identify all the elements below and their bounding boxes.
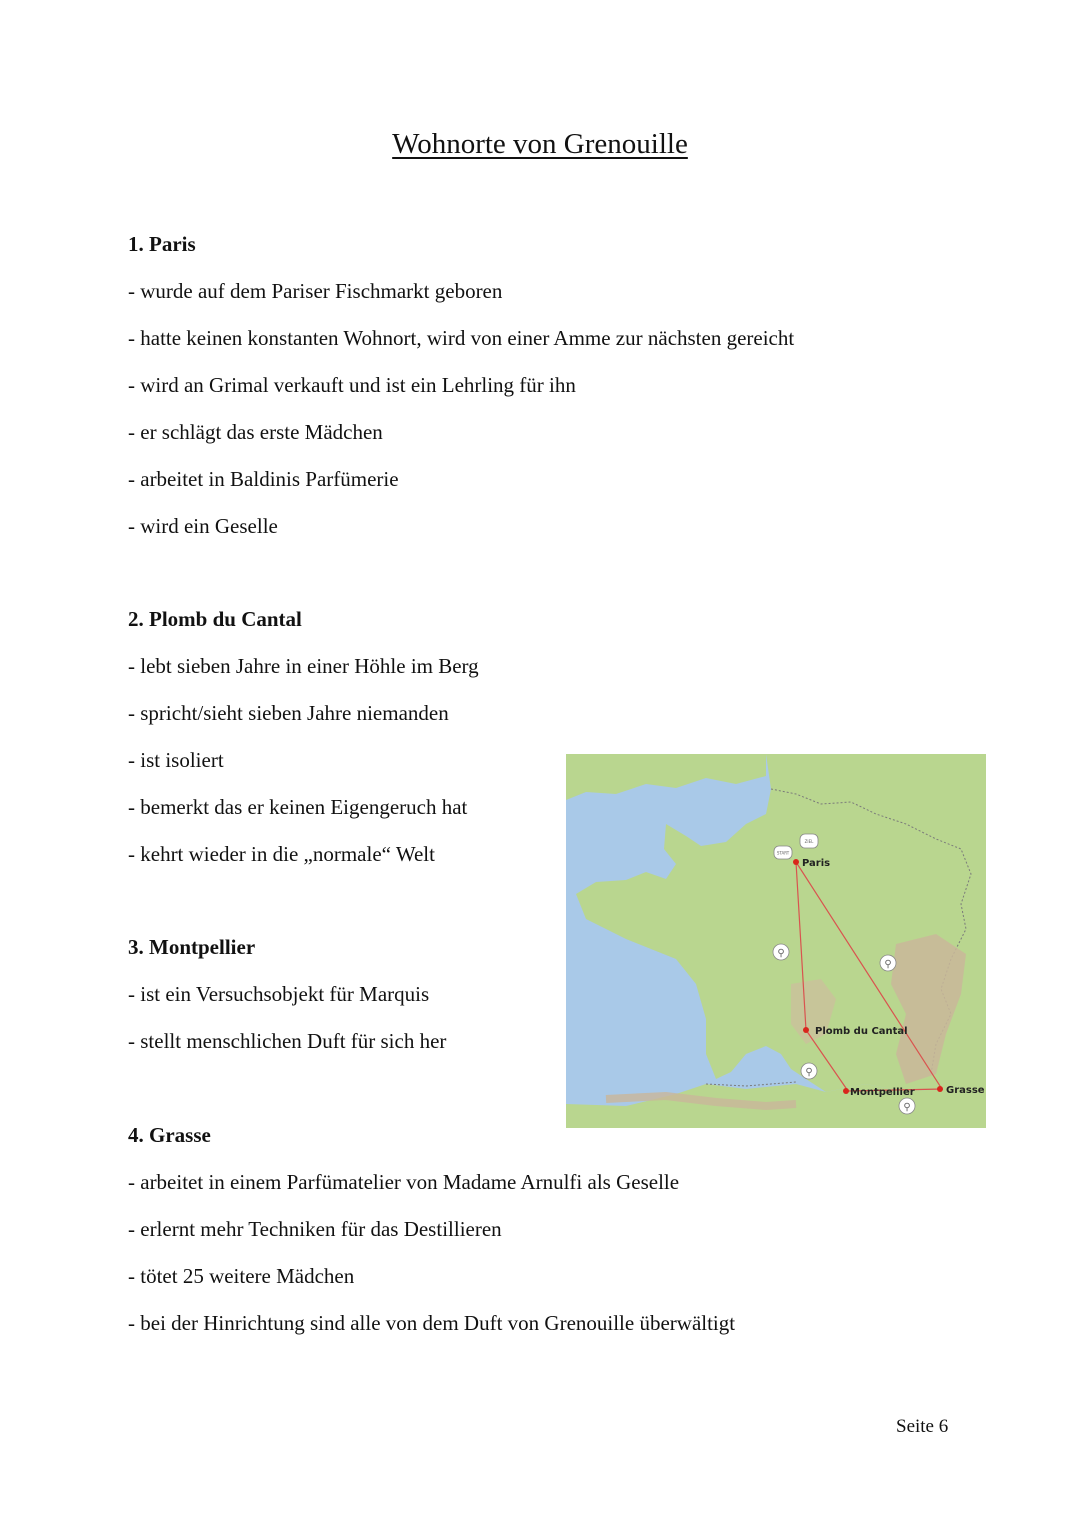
hiker-icon — [801, 1063, 817, 1079]
map-svg — [566, 754, 986, 1128]
map-label-montpellier: Montpellier — [850, 1087, 915, 1098]
svg-text:⚲: ⚲ — [805, 1067, 813, 1078]
hiker-icon — [773, 944, 789, 960]
list-item: - erlernt mehr Techniken für das Destillieren — [128, 1217, 502, 1241]
section-heading-montpellier: 3. Montpellier — [128, 935, 256, 959]
svg-text:⚲: ⚲ — [777, 948, 785, 959]
goal-badge — [800, 834, 818, 848]
map-label-grasse: Grasse — [946, 1085, 985, 1096]
list-item: - arbeitet in Baldinis Parfümerie — [128, 467, 399, 491]
page-number: Seite 6 — [896, 1416, 949, 1437]
svg-text:⚲: ⚲ — [903, 1102, 911, 1113]
marker-montpellier — [843, 1088, 849, 1094]
list-item: - arbeitet in einem Parfümatelier von Madame Arnulfi als Geselle — [128, 1170, 680, 1194]
list-item: - wird an Grimal verkauft und ist ein Lehrling für ihn — [128, 373, 576, 397]
list-item: - wird ein Geselle — [128, 514, 278, 538]
list-item: - wurde auf dem Pariser Fischmarkt geboren — [128, 279, 503, 303]
list-item: - tötet 25 weitere Mädchen — [128, 1264, 355, 1288]
page-title: Wohnorte von Grenouille — [392, 128, 688, 160]
list-item: - hatte keinen konstanten Wohnort, wird von einer Amme zur nächsten gereicht — [128, 326, 795, 350]
section-heading-paris: 1. Paris — [128, 232, 196, 256]
list-item: - lebt sieben Jahre in einer Höhle im Berg — [128, 654, 479, 678]
hiker-icon — [899, 1098, 915, 1114]
list-item: - ist ein Versuchsobjekt für Marquis — [128, 982, 430, 1006]
hiker-icon — [880, 955, 896, 971]
marker-plomb-du-cantal — [803, 1027, 809, 1033]
list-item: - bemerkt das er keinen Eigengeruch hat — [128, 795, 468, 819]
list-item: - spricht/sieht sieben Jahre niemanden — [128, 701, 449, 725]
route-map — [566, 754, 986, 1128]
list-item: - stellt menschlichen Duft für sich her — [128, 1029, 447, 1053]
svg-text:⚲: ⚲ — [884, 959, 892, 970]
svg-text:ZIEL: ZIEL — [804, 839, 814, 844]
svg-text:START: START — [776, 850, 790, 856]
marker-grasse — [937, 1086, 943, 1092]
list-item: - er schlägt das erste Mädchen — [128, 420, 383, 444]
start-badge — [774, 846, 792, 859]
map-label-plomb-du-cantal: Plomb du Cantal — [815, 1026, 908, 1037]
section-heading-plomb-du-cantal: 2. Plomb du Cantal — [128, 607, 302, 631]
section-heading-grasse: 4. Grasse — [128, 1123, 211, 1147]
marker-paris — [793, 859, 799, 865]
list-item: - kehrt wieder in die „normale“ Welt — [128, 842, 435, 866]
list-item: - ist isoliert — [128, 748, 224, 772]
list-item: - bei der Hinrichtung sind alle von dem Duft von Grenouille überwältigt — [128, 1311, 736, 1335]
map-label-paris: Paris — [802, 858, 831, 869]
